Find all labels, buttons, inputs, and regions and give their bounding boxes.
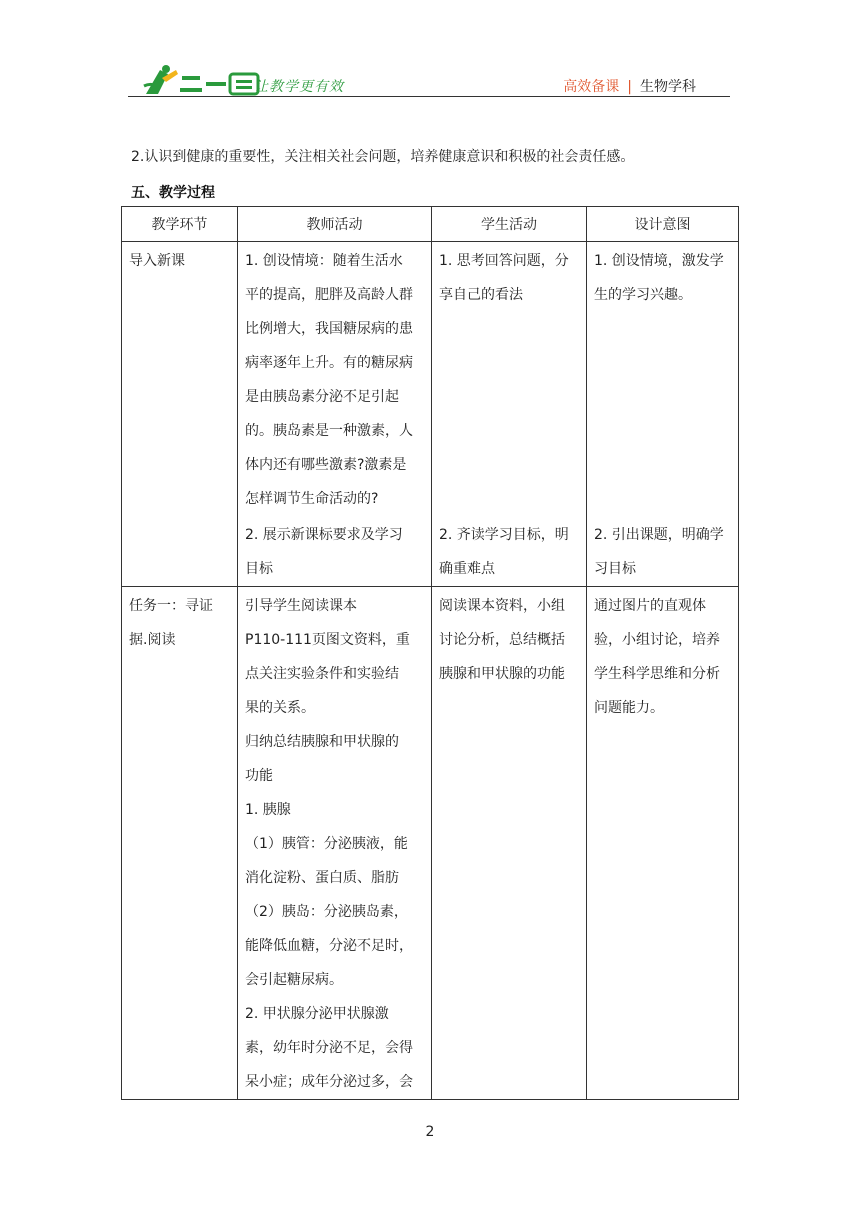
cell-line: 归纳总结胰腺和甲状腺的 xyxy=(245,734,399,750)
cell-line: 的。胰岛素是一种激素，人 xyxy=(245,423,413,439)
cell-line: 2. 甲状腺分泌甲状腺激 xyxy=(245,1006,389,1022)
cell-intent xyxy=(587,587,739,1100)
header-separator: | xyxy=(627,79,632,95)
cell-student xyxy=(432,242,587,587)
cell-line: 点关注实验条件和实验结 xyxy=(245,666,399,682)
header-tag: 高效备课 xyxy=(563,79,620,95)
header-subject: 生物学科 xyxy=(640,79,696,95)
cell-line: （1）胰管：分泌胰液，能 xyxy=(245,836,408,852)
cell-line: 1. 胰腺 xyxy=(245,802,291,818)
cell-line: 病率逐年上升。有的糖尿病 xyxy=(245,355,413,371)
cell-line: 学生科学思维和分析 xyxy=(594,666,720,682)
header-teacher: 教师活动 xyxy=(238,207,432,242)
cell-line: 确重难点 xyxy=(439,561,495,577)
cell-line: 生的学习兴趣。 xyxy=(594,287,692,303)
cell-line: 阅读课本资料，小组 xyxy=(439,598,565,614)
page-number: 2 xyxy=(425,1124,435,1140)
cell-line: 消化淀粉、蛋白质、脂肪 xyxy=(245,870,399,886)
header-intent: 设计意图 xyxy=(587,207,739,242)
cell-line: 导入新课 xyxy=(129,253,185,269)
header-stage: 教学环节 xyxy=(122,207,238,242)
header-student: 学生活动 xyxy=(432,207,587,242)
cell-line: 问题能力。 xyxy=(594,700,664,716)
cell-line: 体内还有哪些激素?激素是 xyxy=(245,457,407,473)
logo-icon xyxy=(142,64,262,98)
cell-stage xyxy=(122,587,238,1100)
cell-line: 会引起糖尿病。 xyxy=(245,972,343,988)
cell-line: 1. 创设情境，激发学 xyxy=(594,253,724,269)
cell-line: 比例增大，我国糖尿病的患 xyxy=(245,321,413,337)
cell-line: 据.阅读 xyxy=(129,632,176,648)
cell-line: P110-111页图文资料，重 xyxy=(245,632,410,648)
table-header-row xyxy=(122,207,739,242)
cell-line: 平的提高，肥胖及高龄人群 xyxy=(245,287,413,303)
cell-line: 讨论分析，总结概括 xyxy=(439,632,565,648)
header-divider xyxy=(128,96,730,97)
cell-line: 怎样调节生命活动的? xyxy=(245,491,379,507)
cell-line: 果的关系。 xyxy=(245,700,315,716)
cell-line: 素，幼年时分泌不足，会得 xyxy=(245,1040,413,1056)
cell-teacher xyxy=(238,242,432,587)
cell-line: 2. 齐读学习目标，明 xyxy=(439,527,569,543)
table-row xyxy=(122,587,739,1100)
objective-text: 2.认识到健康的重要性，关注相关社会问题，培养健康意识和积极的社会责任感。 xyxy=(131,149,635,165)
cell-line: 胰腺和甲状腺的功能 xyxy=(439,666,565,682)
cell-line: 能降低血糖，分泌不足时， xyxy=(245,938,413,954)
cell-line: 1. 创设情境：随着生活水 xyxy=(245,253,403,269)
cell-line: 享自己的看法 xyxy=(439,287,523,303)
cell-line: 验，小组讨论，培养 xyxy=(594,632,720,648)
cell-line: 目标 xyxy=(245,561,273,577)
cell-line: 是由胰岛素分泌不足引起 xyxy=(245,389,399,405)
teaching-process-table xyxy=(121,206,739,1100)
cell-line: 2. 引出课题，明确学 xyxy=(594,527,724,543)
cell-line: 任务一：寻证 xyxy=(129,598,213,614)
section-title: 五、教学过程 xyxy=(131,185,215,201)
cell-stage xyxy=(122,242,238,587)
cell-line: 2. 展示新课标要求及学习 xyxy=(245,527,403,543)
header-category xyxy=(563,76,696,96)
cell-line: （2）胰岛：分泌胰岛素， xyxy=(245,904,408,920)
cell-line: 引导学生阅读课本 xyxy=(245,598,357,614)
cell-student xyxy=(432,587,587,1100)
cell-line: 功能 xyxy=(245,768,273,784)
page-header xyxy=(128,64,730,98)
cell-intent xyxy=(587,242,739,587)
table-row xyxy=(122,242,739,587)
header-slogan: 让教学更有效 xyxy=(254,79,344,95)
cell-line: 习目标 xyxy=(594,561,636,577)
cell-teacher xyxy=(238,587,432,1100)
cell-line: 1. 思考回答问题，分 xyxy=(439,253,569,269)
cell-line: 呆小症；成年分泌过多，会 xyxy=(245,1074,413,1090)
cell-line: 通过图片的直观体 xyxy=(594,598,706,614)
